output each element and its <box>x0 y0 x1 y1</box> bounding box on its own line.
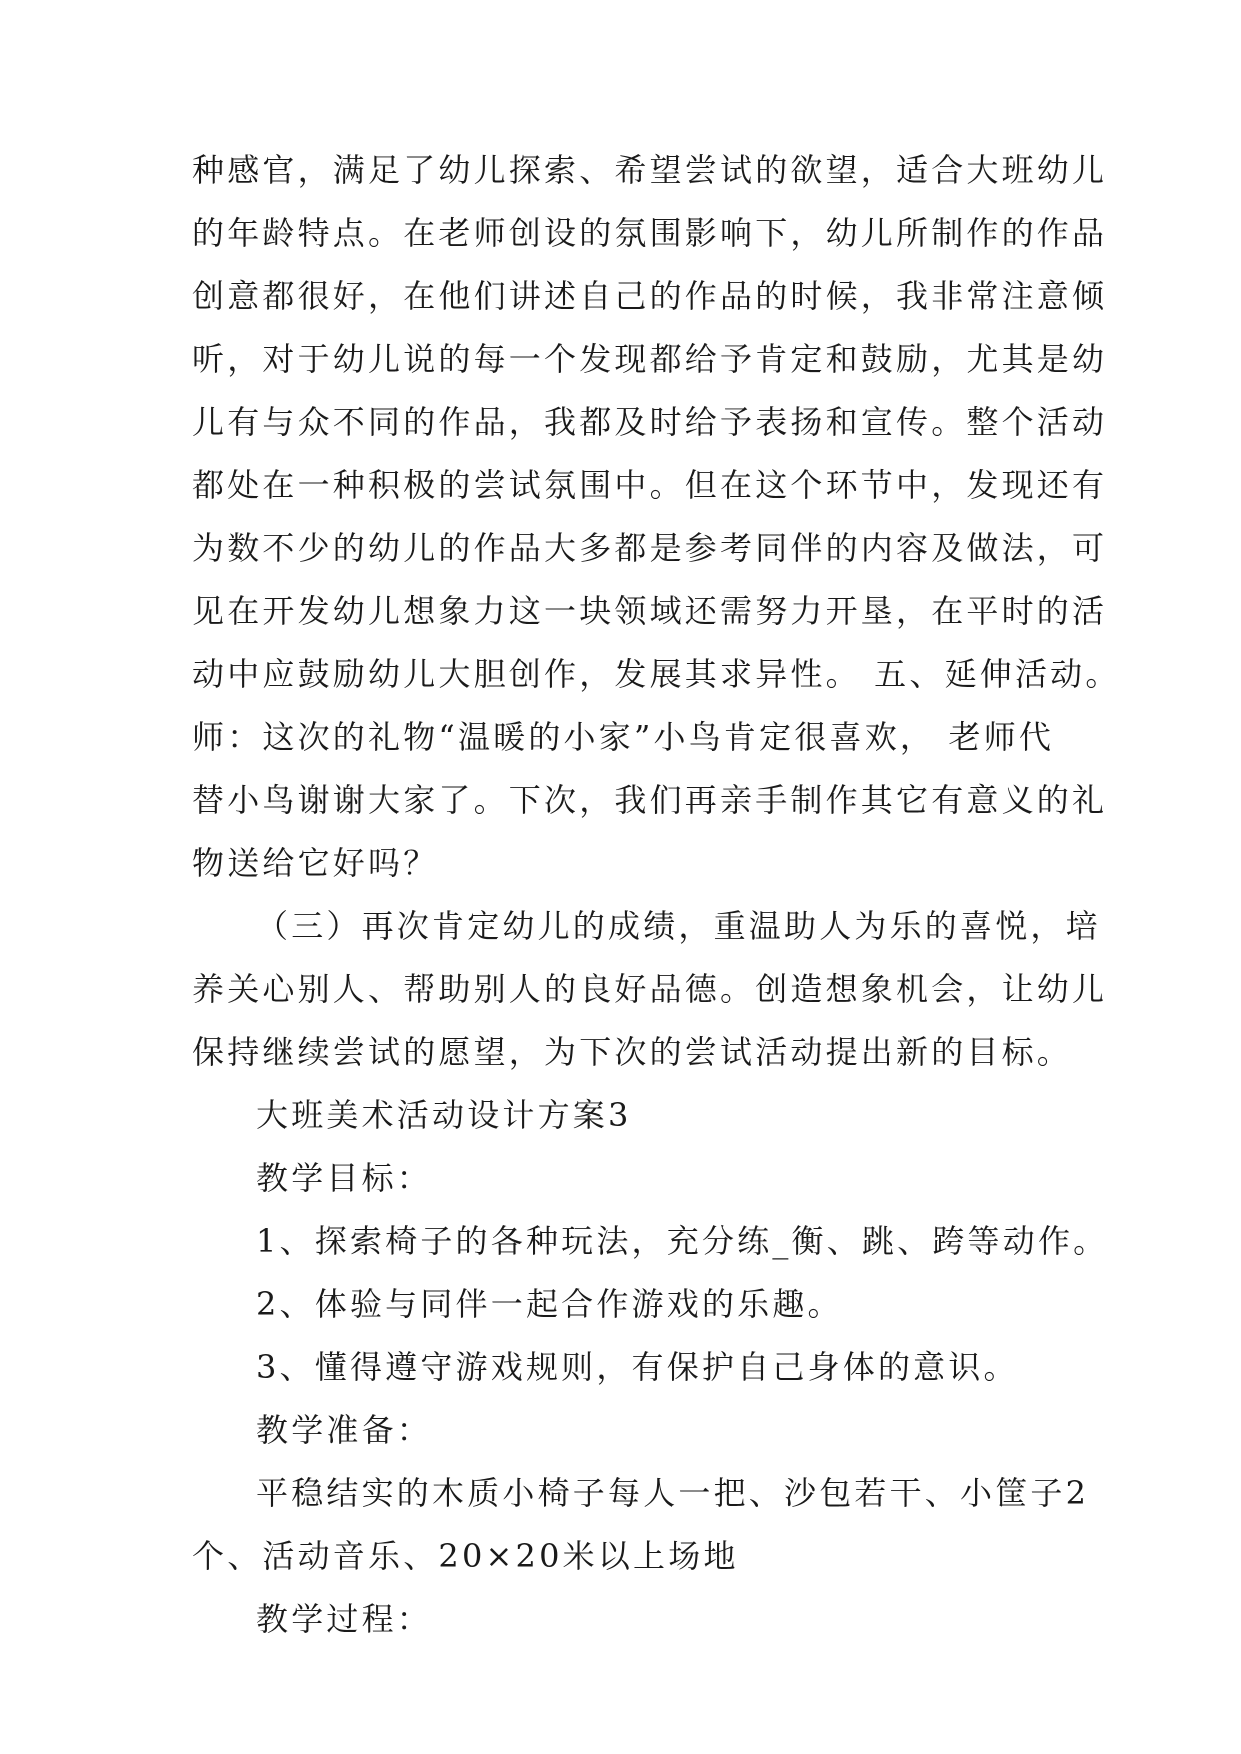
subheading-teaching-process: 教学过程： <box>256 1600 433 1638</box>
goal-item: 2、体验与同伴一起合作游戏的乐趣。 <box>256 1285 843 1323</box>
section-heading: 大班美术活动设计方案3 <box>256 1096 632 1134</box>
text-line: 听，对于幼儿说的每一个发现都给予肯定和鼓励，尤其是幼 <box>192 340 1108 378</box>
paragraph-start-line: （三）再次肯定幼儿的成绩，重温助人为乐的喜悦，培 <box>256 907 1101 945</box>
goal-item: 3、懂得遵守游戏规则，有保护自己身体的意识。 <box>256 1348 1019 1386</box>
text-line: 替小鸟谢谢大家了。下次，我们再亲手制作其它有意义的礼 <box>192 781 1108 819</box>
text-line: 见在开发幼儿想象力这一块领域还需努力开垦，在平时的活 <box>192 592 1108 630</box>
text-line: 为数不少的幼儿的作品大多都是参考同伴的内容及做法，可 <box>192 529 1108 567</box>
preparation-text: 个、活动音乐、20×20米以上场地 <box>192 1537 739 1575</box>
text-line: 种感官，满足了幼儿探索、希望尝试的欲望，适合大班幼儿 <box>192 151 1108 189</box>
goal-item: 1、探索椅子的各种玩法，充分练_衡、跳、跨等动作。 <box>256 1222 1109 1260</box>
subheading-teaching-goals: 教学目标： <box>256 1159 433 1197</box>
text-line: 保持继续尝试的愿望，为下次的尝试活动提出新的目标。 <box>192 1033 1073 1071</box>
text-line: 创意都很好，在他们讲述自己的作品的时候，我非常注意倾 <box>192 277 1108 315</box>
preparation-text: 平稳结实的木质小椅子每人一把、沙包若干、小筐子2 <box>256 1474 1090 1512</box>
text-line: 师：这次的礼物“温暖的小家”小鸟肯定很喜欢， 老师代 <box>192 718 1055 756</box>
subheading-teaching-preparation: 教学准备： <box>256 1411 433 1449</box>
text-line: 物送给它好吗？ <box>192 844 439 882</box>
text-line: 儿有与众不同的作品，我都及时给予表扬和宣传。整个活动 <box>192 403 1108 441</box>
text-line: 养关心别人、帮助别人的良好品德。创造想象机会，让幼儿 <box>192 970 1108 1008</box>
text-line: 的年龄特点。在老师创设的氛围影响下，幼儿所制作的作品 <box>192 214 1108 252</box>
text-line: 动中应鼓励幼儿大胆创作，发展其求异性。 五、延伸活动。 <box>192 655 1121 693</box>
text-line: 都处在一种积极的尝试氛围中。但在这个环节中，发现还有 <box>192 466 1108 504</box>
